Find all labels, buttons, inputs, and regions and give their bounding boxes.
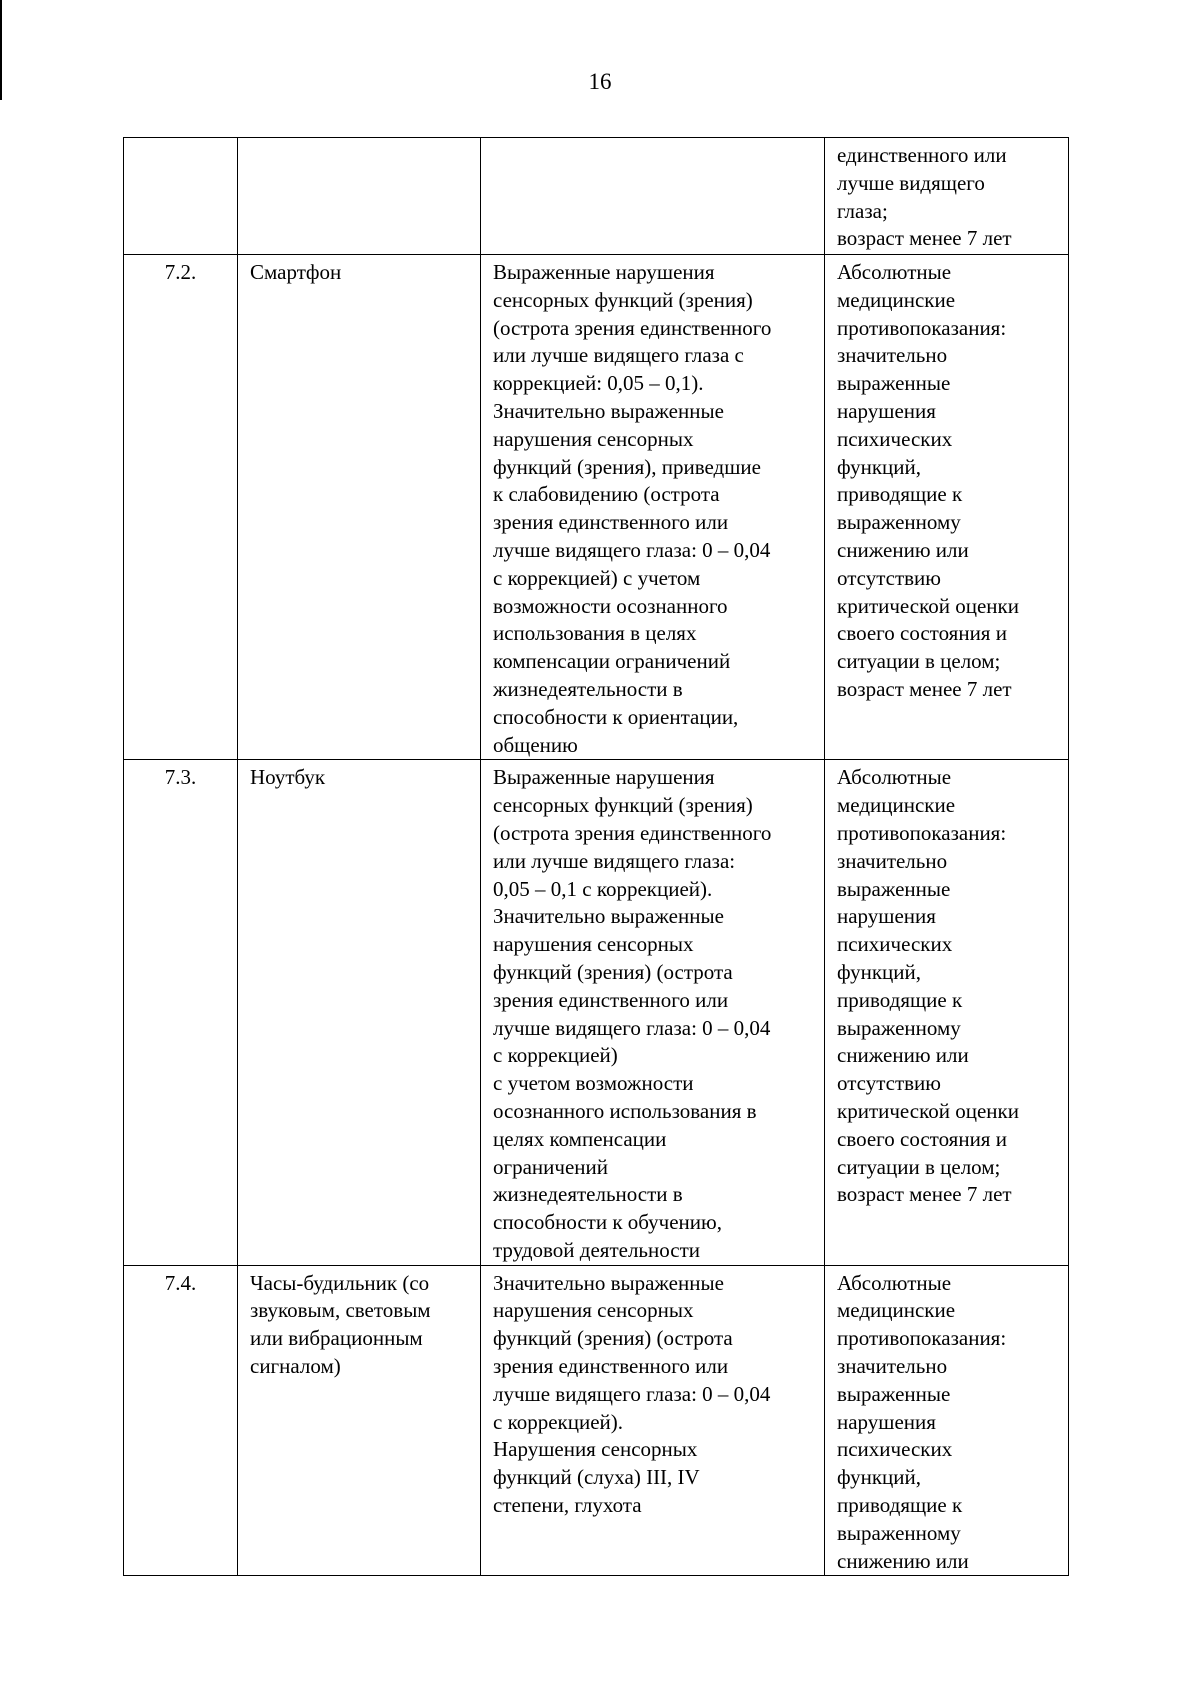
- item-name-cell: Смартфон: [238, 255, 481, 760]
- table-row: [124, 138, 1069, 255]
- contraindications-cell: единственного или лучше видящего глаза; возраст менее 7 лет: [825, 138, 1069, 255]
- item-number-cell: 7.3.: [124, 760, 238, 1265]
- table-row: [124, 255, 1069, 760]
- contraindications-cell: Абсолютные медицинские противопоказания: значительно выраженные нарушения психических функций, приводящие к выраженному снижению или: [825, 1265, 1069, 1576]
- indications-cell: Выраженные нарушения сенсорных функций (зрения) (острота зрения единственного или лучше видящего глаза с коррекцией: 0,05 – 0,1). Значительно выраженные нарушения сенсорных функций (зрения), приведшие к слабовидению (острота зрения единственного или лучше видящего глаза: 0 – 0,04 с коррекцией) с учетом возможности осознанного использования в целях компенсации ограничений жизнедеятельности в способности к ориентации, общению: [481, 255, 825, 760]
- table-row: [124, 760, 1069, 1265]
- item-name-cell: Часы-будильник (со звуковым, световым или вибрационным сигналом): [238, 1265, 481, 1576]
- item-number-cell: 7.4.: [124, 1265, 238, 1576]
- document-table: [123, 137, 1069, 1576]
- item-number-cell: 7.2.: [124, 255, 238, 760]
- page-number: 16: [588, 69, 612, 94]
- item-name-cell: Ноутбук: [238, 760, 481, 1265]
- indications-cell: Выраженные нарушения сенсорных функций (зрения) (острота зрения единственного или лучше видящего глаза: 0,05 – 0,1 с коррекцией). Значительно выраженные нарушения сенсорных функций (зрения) (острота зрения единственного или лучше видящего глаза: 0 – 0,04 с коррекцией) с учетом возможности осознанного использования в целях компенсации ограничений жизнедеятельности в способности к обучению, трудовой деятельности: [481, 760, 825, 1265]
- indications-cell: [481, 138, 825, 255]
- item-name-cell: [238, 138, 481, 255]
- item-number-cell: [124, 138, 238, 255]
- table-row: [124, 1265, 1069, 1576]
- contraindications-cell: Абсолютные медицинские противопоказания: значительно выраженные нарушения психических функций, приводящие к выраженному снижению или отсутствию критической оценки своего состояния и ситуации в целом; возраст менее 7 лет: [825, 255, 1069, 760]
- contraindications-cell: Абсолютные медицинские противопоказания: значительно выраженные нарушения психических функций, приводящие к выраженному снижению или отсутствию критической оценки своего состояния и ситуации в целом; возраст менее 7 лет: [825, 760, 1069, 1265]
- indications-cell: Значительно выраженные нарушения сенсорных функций (зрения) (острота зрения единственного или лучше видящего глаза: 0 – 0,04 с коррекцией). Нарушения сенсорных функций (слуха) III, IV степени, глухота: [481, 1265, 825, 1576]
